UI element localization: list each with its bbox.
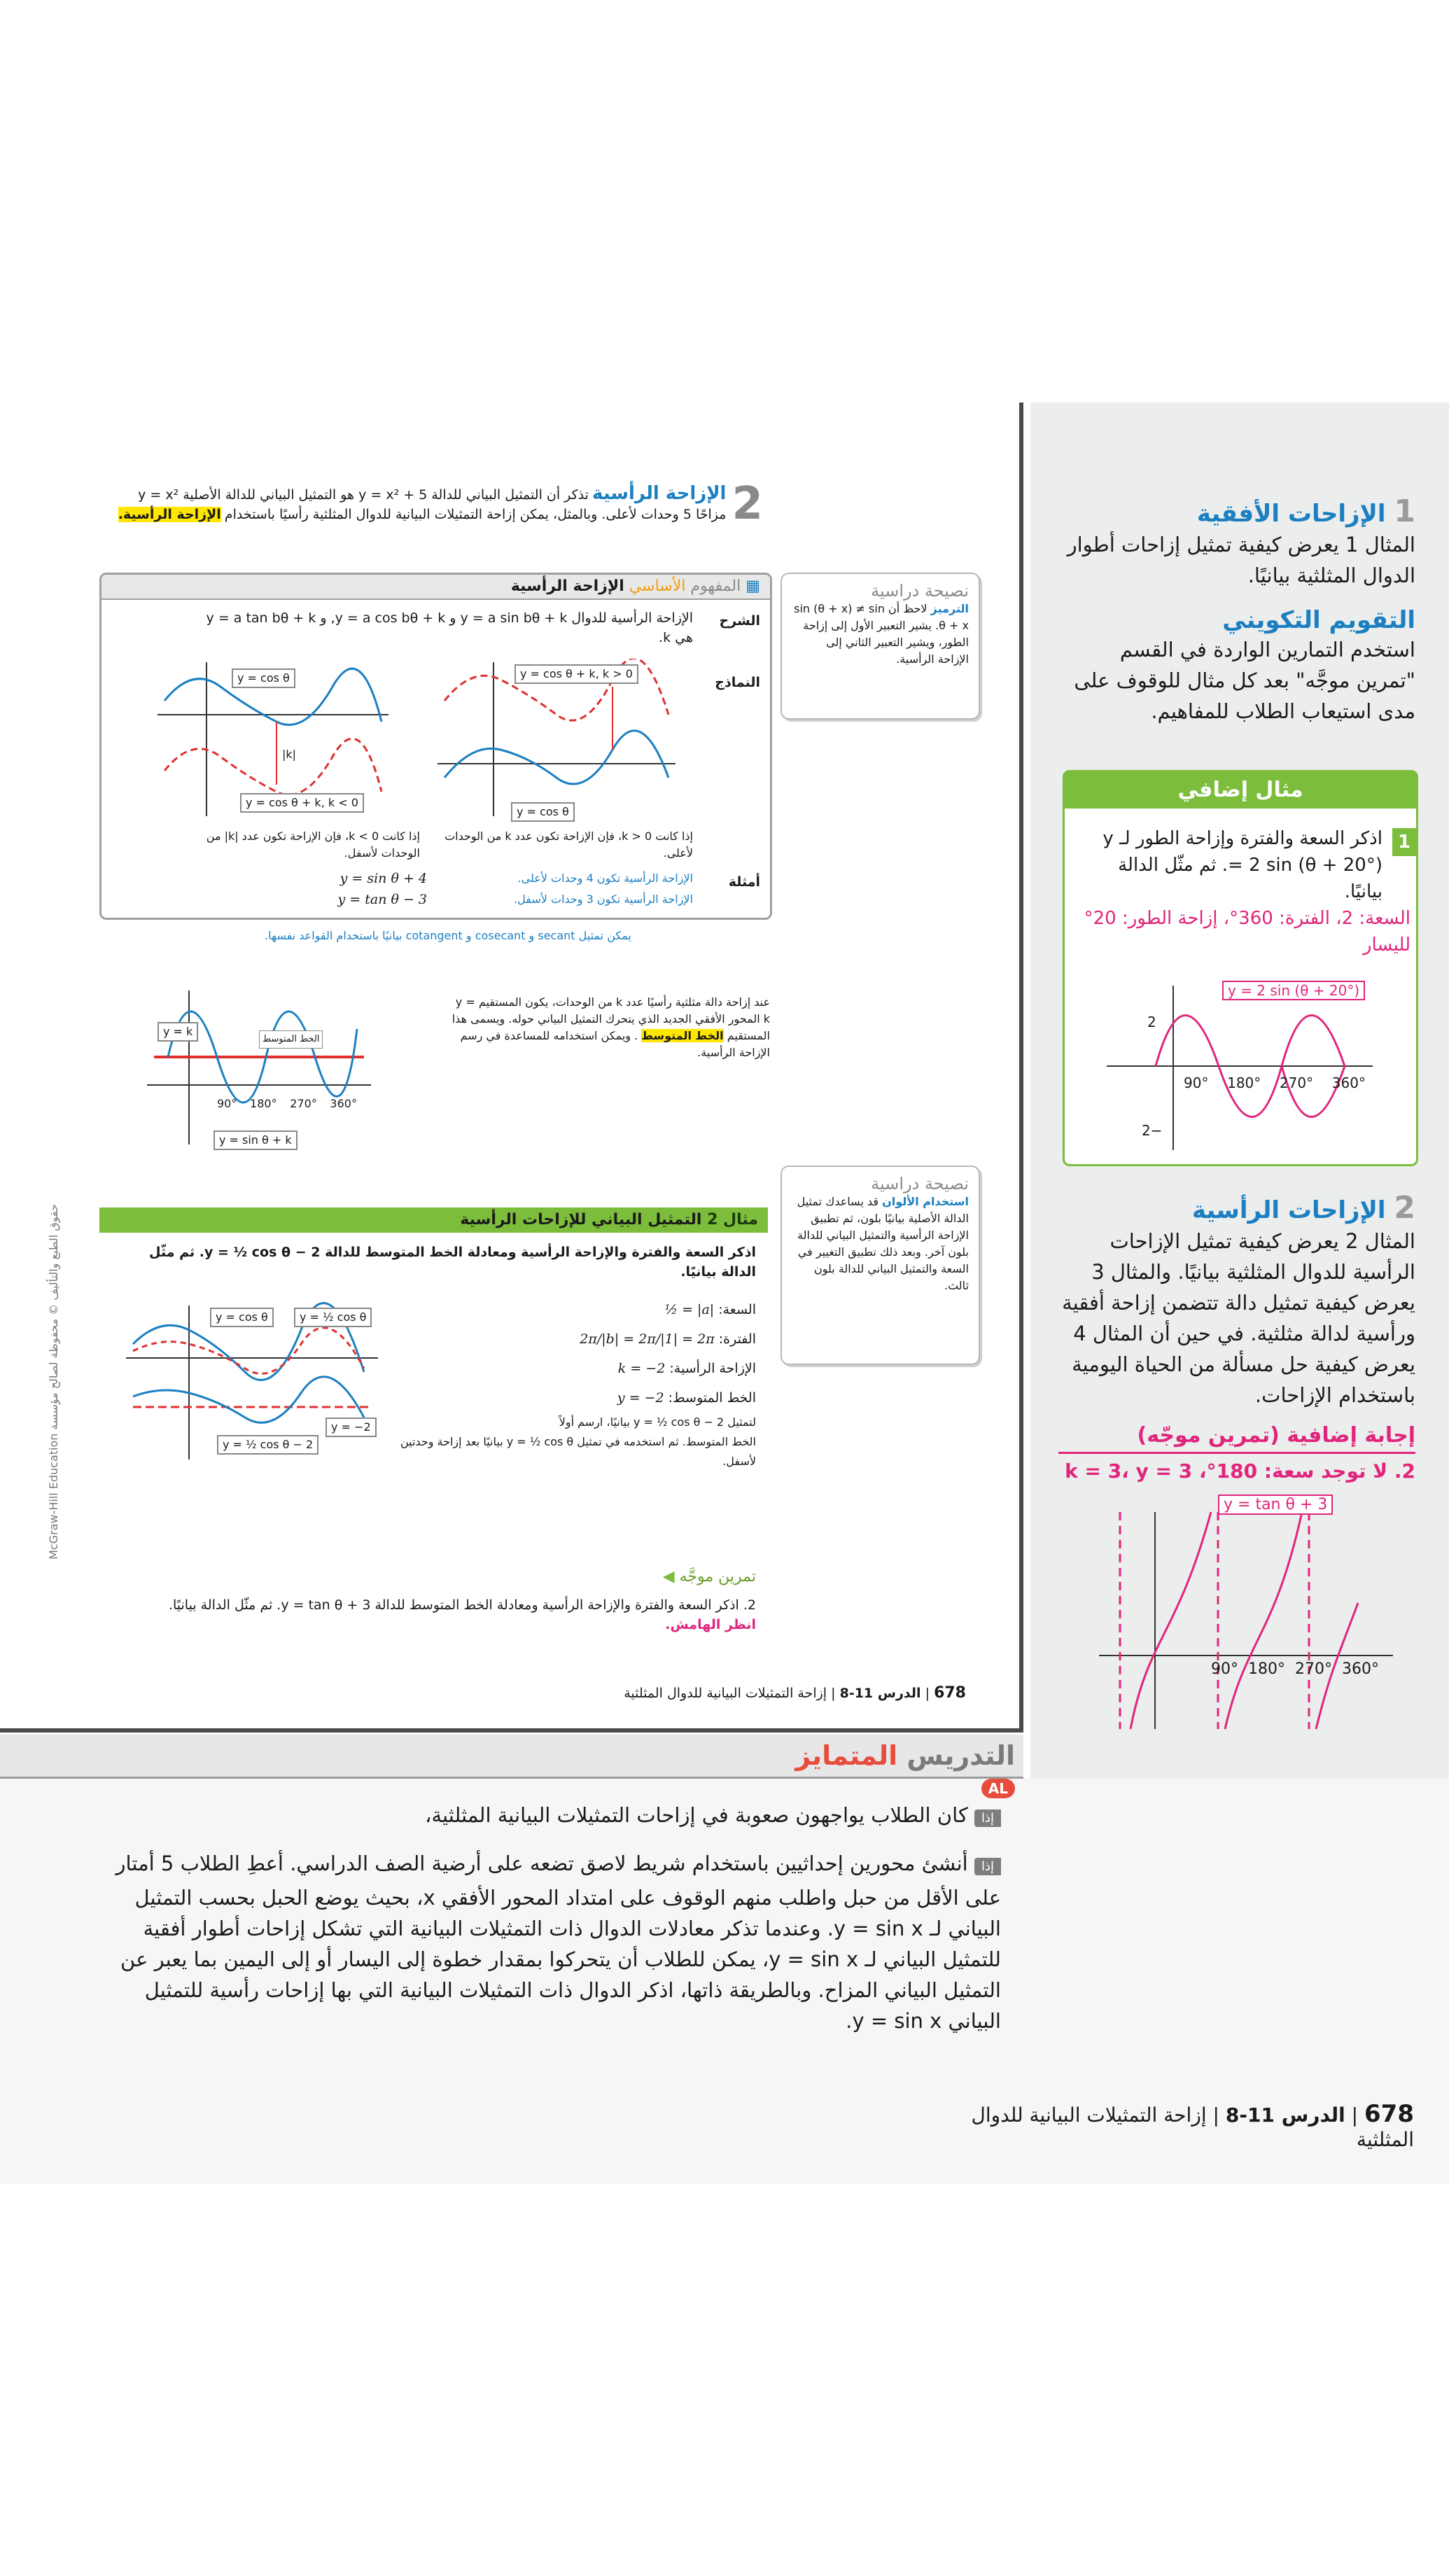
tick-270: 270° bbox=[290, 1097, 317, 1110]
section-title: الإزاحة الرأسية bbox=[592, 483, 727, 504]
tip-title: نصيحة دراسية bbox=[871, 581, 969, 601]
concept-title-b: الأساسي bbox=[629, 578, 686, 595]
example-2-title: التمثيل البياني للإزاحات الرأسية bbox=[460, 1211, 702, 1228]
midline-term: الخط المتوسط bbox=[641, 1029, 724, 1042]
tick-180: 180° bbox=[250, 1097, 277, 1110]
midline-graph bbox=[147, 987, 378, 1148]
line-1-text: كان الطلاب يواجهون صعوبة في إزاحات التمثيلات البيانية المثلثية، bbox=[425, 1803, 968, 1827]
additional-example-title: مثال إضافي bbox=[1065, 772, 1416, 808]
graph-step-2: الخط المتوسط. ثم استخدمه في تمثيل y = ½ cos θ بيانيًا بعد إزاحة وحدتين لأسفل. bbox=[400, 1435, 756, 1468]
title-a: التدريس bbox=[906, 1740, 1015, 1771]
concept-title-a: المفهوم bbox=[690, 578, 741, 595]
formative-text: استخدم التمارين الواردة في القسم "تمرين موجَّه" بعد كل مثال للوقوف على مدى استيعاب الطلاب للمفاهيم. bbox=[1074, 638, 1415, 723]
ex-graph-label-cos: y = cos θ bbox=[210, 1308, 274, 1327]
midline-value: y = −2 bbox=[617, 1390, 664, 1406]
tip-text: لاحظ أن sin (θ + x) ≠ sin θ + x. يشير التعبير الأول إلى إزاحة الطور، ويشير التعبير الثاني إلى الإزاحة الرأسية. bbox=[794, 602, 969, 666]
sidebar-section-1 bbox=[1058, 493, 1415, 727]
tick-90: 90° bbox=[1211, 1660, 1238, 1678]
study-tip-colors bbox=[780, 1166, 980, 1365]
practice-title: تمرين موجَّه bbox=[679, 1568, 756, 1586]
vertical-shift-term: الإزاحة الرأسية. bbox=[118, 507, 221, 522]
line-2-text: أنشئ محورين إحداثيين باستخدام شريط لاصق تضعه على أرضية الصف الدراسي. أعطِ الطلاب 5 أمتار على الأقل من حبل واطلب منهم الوقوف على امتداد المحور الأفقي x، بحيث يوضع الحبل بحسب التمثيل البياني لـ y = sin x. وعندما تذكر معادلات الدوال ذات التمثيلات البيانية التي تشكل إزاحات أطوار أفقية للتمثيل البياني لـ y = sin x، يمكن للطلاب أن يتحركوا بمقدار خطوة إلى اليسار أو إلى اليمين بما يعبر عن التمثيل البياني المزاح. وبالطريقة ذاتها، اذكر الدوال ذات التمثيلات البيانية التي بها إزاحات رأسية للتمثيل البياني y = sin x. bbox=[115, 1851, 1001, 2033]
student-page-footer: 678 | الدرس 11-8 | إزاحة التمثيلات البيانية للدوال المثلثية bbox=[624, 1684, 966, 1702]
differentiated-title bbox=[756, 1740, 1015, 1802]
row-explain-label: الشرح bbox=[719, 613, 760, 629]
graph-step-1: لتمثيل y = ½ cos θ − 2 بيانيًا، ارسم أولاً bbox=[559, 1415, 756, 1429]
section-text: تذكر أن التمثيل البياني للدالة y = x² + 5 هو التمثيل البياني للدالة الأصلية y = x² مزاحًا 5 وحدات لأعلى. وبالمثل، يمكن إزاحة التمثيلات البيانية للدوال المثلثية رأسيًا باستخدام bbox=[138, 487, 727, 522]
example-2-label: مثال 2 bbox=[707, 1211, 758, 1228]
vertical-shift-intro bbox=[105, 478, 763, 530]
graph-y-neg2: −2 bbox=[1142, 1122, 1163, 1139]
formative-title: التقويم التكويني bbox=[1222, 606, 1415, 634]
teacher-line-1 bbox=[336, 1803, 1001, 1827]
graph-neg-base: y = cos θ bbox=[232, 668, 295, 688]
example-2: y = tan θ − 3 bbox=[337, 892, 427, 907]
amp-value: |a| = ½ bbox=[664, 1302, 715, 1317]
tick-180: 180° bbox=[1227, 1074, 1261, 1091]
practice-arrow-icon: ◀ bbox=[662, 1568, 675, 1586]
tick-270: 270° bbox=[1279, 1074, 1314, 1091]
graph-pos-label: y = cos θ + k, k > 0 bbox=[514, 664, 638, 684]
practice-hint: انظر الهامش. bbox=[665, 1617, 756, 1632]
period-value: 2π/|b| = 2π/|1| = 2π bbox=[580, 1331, 715, 1347]
midline-graph-label: y = sin θ + k bbox=[214, 1130, 298, 1150]
teacher-line-2 bbox=[112, 1848, 1001, 2036]
tangent-graph-label: y = tan θ + 3 bbox=[1218, 1494, 1333, 1515]
answer-text: 2. لا توجد سعة: 180°، k = 3، y = 3 bbox=[1065, 1460, 1415, 1483]
amp-label: السعة: bbox=[718, 1302, 756, 1317]
example-1: y = sin θ + 4 bbox=[340, 871, 427, 886]
tip-subtitle: الترميز bbox=[930, 602, 969, 615]
example-2-solution bbox=[392, 1295, 756, 1471]
footer-lesson: الدرس 11-8 bbox=[1225, 2104, 1345, 2127]
row-examples-label: أمثلة bbox=[728, 874, 760, 890]
midline-text-2: . ويمكن استخدامه للمساعدة في رسم الإزاحة الرأسية. bbox=[460, 1029, 770, 1059]
study-tip-notation bbox=[780, 573, 980, 720]
section-number: 2 bbox=[732, 478, 763, 530]
ex-graph-label-half-cos: y = ½ cos θ bbox=[294, 1308, 372, 1327]
example-2-note: الإزاحة الرأسية تكون 3 وحدات لأسفل. bbox=[514, 892, 693, 906]
tick-90: 90° bbox=[217, 1097, 237, 1110]
copyright: حقوق الطبع والتأليف © محفوظة لصالح مؤسسة McGraw-Hill Education bbox=[47, 1204, 60, 1560]
graph-y-2: 2 bbox=[1147, 1014, 1156, 1030]
guided-practice bbox=[140, 1568, 756, 1634]
vshift-label: الإزاحة الرأسية: bbox=[669, 1361, 756, 1376]
example-number: 1 bbox=[1392, 828, 1416, 856]
vshift-value: k = −2 bbox=[617, 1361, 666, 1376]
tangent-graph-ticks bbox=[1211, 1660, 1379, 1678]
sidebar-section-2 bbox=[1058, 1190, 1415, 1483]
concept-icon: ▦ bbox=[746, 578, 760, 595]
al-badge: AL bbox=[981, 1779, 1015, 1798]
midline-ticks bbox=[217, 1096, 357, 1112]
if-tag: إذا bbox=[974, 1809, 1001, 1827]
footer-page: 678 bbox=[1364, 2100, 1414, 2128]
midline-label: الخط المتوسط: bbox=[668, 1390, 756, 1406]
ex-graph-label-shifted: y = ½ cos θ − 2 bbox=[217, 1435, 318, 1455]
row-explain-text: الإزاحة الرأسية للدوال y = a sin bθ + k و y = a cos bθ + k, و y = a tan bθ + k هي k. bbox=[206, 610, 693, 645]
footer-title: إزاحة التمثيلات البيانية للدوال المثلثية bbox=[971, 2104, 1414, 2151]
midline-text: عند إزاحة دالة مثلثية رأسيًا عدد k من الوحدات، يكون المستقيم y = k المحور الأفقي الجديد الذي يتحرك التمثيل البياني حوله. ويسمى هذا المستقيم bbox=[451, 995, 770, 1042]
tip-text: قد يساعدك تمثيل الدالة الأصلية بيانيًا بلون، ثم تطبيق الإزاحة الرأسية والتمثيل البياني للدالة بلون آخر. وبعد ذلك تطبيق التغيير في السعة والتمثيل البياني للدالة بلون ثالث. bbox=[797, 1195, 969, 1292]
row-models-label: النماذج bbox=[715, 675, 760, 690]
positive-shift-text: إذا كانت k > 0، فإن الإزاحة تكون عدد k من الوحدات لأعلى. bbox=[444, 830, 693, 860]
graph-neg-label: y = cos θ + k, k < 0 bbox=[240, 793, 364, 813]
section-text: المثال 2 يعرض كيفية تمثيل الإزاحات الرأسية للدوال المثلثية بيانيًا. والمثال 3 يعرض كيفية تمثيل دالة تتضمن إزاحة أفقية ورأسية لدالة مثلثية. في حين أن المثال 4 يعرض كيفية حل مسألة من الحياة اليومية باستخدام الإزاحات. bbox=[1062, 1229, 1415, 1407]
tick-90: 90° bbox=[1184, 1074, 1209, 1091]
section-title: الإزاحات الأفقية bbox=[1196, 500, 1386, 528]
negative-shift-text: إذا كانت k < 0، فإن الإزاحة تكون عدد |k| من الوحدات لأسفل. bbox=[206, 830, 420, 860]
example-2-bar bbox=[99, 1208, 768, 1233]
ex-graph-label-midline: y = −2 bbox=[326, 1418, 377, 1437]
example-text: اذكر السعة والفترة وإزاحة الطور لـ y = 2 sin (θ + 20°). ثم مثّل الدالة بيانيًا. bbox=[1102, 828, 1382, 902]
example-2-question: اذكر السعة والفترة والإزاحة الرأسية ومعادلة الخط المتوسط للدالة y = ½ cos θ − 2. ثم مثّل الدالة بيانيًا. bbox=[149, 1245, 756, 1280]
footer-lesson: الدرس 11-8 bbox=[839, 1686, 921, 1701]
tick-270: 270° bbox=[1295, 1660, 1332, 1678]
tip-subtitle: استخدام الألوان bbox=[882, 1195, 969, 1208]
key-concept-header bbox=[102, 575, 770, 600]
section-number: 1 bbox=[1394, 493, 1415, 529]
additional-example-box bbox=[1063, 770, 1418, 1166]
answer-title: إجابة إضافية (تمرين موجّه) bbox=[1058, 1423, 1415, 1454]
example-1-note: الإزاحة الرأسية تكون 4 وحدات لأعلى. bbox=[517, 872, 693, 885]
section-text: المثال 1 يعرض كيفية تمثيل إزاحات أطوار الدوال المثلثية بيانيًا. bbox=[1067, 533, 1415, 587]
graph-k: |k| bbox=[282, 748, 297, 761]
graph-pos-base: y = cos θ bbox=[511, 802, 575, 822]
example-answer: السعة: 2، الفترة: 360°، إزاحة الطور: 20° لليسار bbox=[1084, 908, 1410, 955]
midline-graph-k: y = k bbox=[158, 1022, 198, 1042]
midline-explanation bbox=[448, 994, 770, 1061]
tick-180: 180° bbox=[1248, 1660, 1285, 1678]
section-number: 2 bbox=[1394, 1190, 1415, 1226]
tick-360: 360° bbox=[330, 1097, 357, 1110]
period-label: الفترة: bbox=[718, 1331, 756, 1347]
tick-360: 360° bbox=[1342, 1660, 1379, 1678]
midline-graph-mid: الخط المتوسط bbox=[259, 1030, 323, 1049]
teacher-page-footer: 678 | الدرس 11-8 | إزاحة التمثيلات البيانية للدوال المثلثية bbox=[971, 2100, 1414, 2151]
practice-text: 2. اذكر السعة والفترة والإزاحة الرأسية ومعادلة الخط المتوسط للدالة y = tan θ + 3. ثم مثّل الدالة بيانيًا. bbox=[168, 1597, 756, 1613]
key-concept-box bbox=[99, 573, 772, 920]
tangent-graph bbox=[1099, 1498, 1400, 1736]
title-b: المتمايز bbox=[795, 1740, 898, 1771]
graph-ticks bbox=[1184, 1074, 1366, 1091]
footer-title: إزاحة التمثيلات البيانية للدوال المثلثية bbox=[624, 1686, 827, 1701]
concept-footer: يمكن تمثيل secant و cosecant و cotangent بيانيًا باستخدام القواعد نفسها. bbox=[265, 929, 631, 942]
tip-title: نصيحة دراسية bbox=[871, 1174, 969, 1194]
concept-title-c: الإزاحة الرأسية bbox=[510, 578, 624, 595]
graph-label: y = 2 sin (θ + 20°) bbox=[1222, 981, 1365, 1000]
then-tag: إذا bbox=[974, 1858, 1001, 1875]
tick-360: 360° bbox=[1331, 1074, 1366, 1091]
section-title: الإزاحات الرأسية bbox=[1191, 1196, 1386, 1224]
footer-page: 678 bbox=[934, 1684, 966, 1702]
